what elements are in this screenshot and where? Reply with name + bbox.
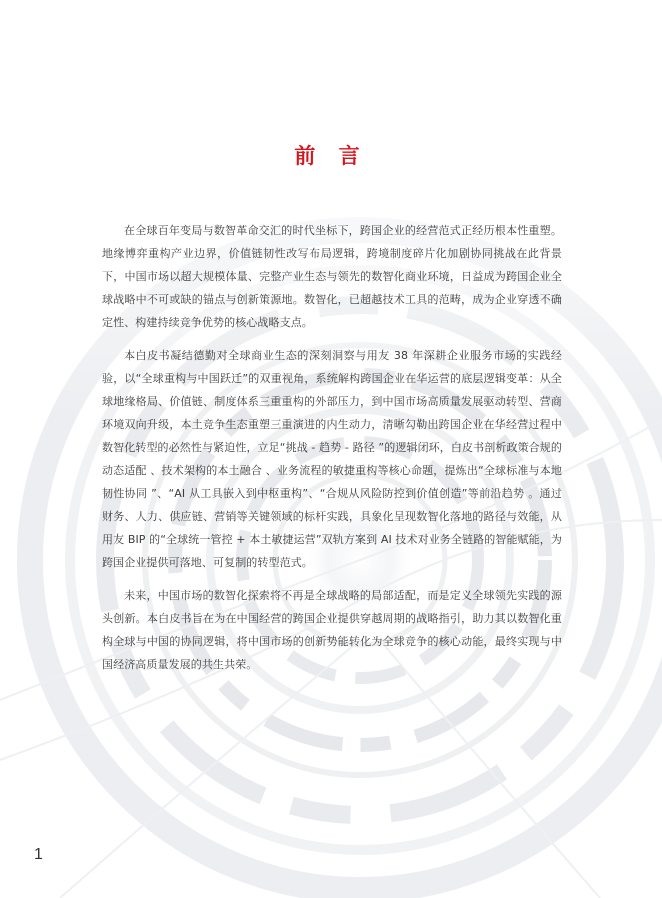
paragraph-2: 本白皮书凝结德勤对全球商业生态的深刻洞察与用友 38 年深耕企业服务市场的实践经验，以“全球重构与中国跃迁”的双重视角，系统解构跨国企业在华运营的底层逻辑变革：从全球地缘格局、价值链、制度体系三重重构的外部压力，到中国市场高质量发展驱动转型、营商环境双向升级，本土竞争生态重塑三重演进的内生动力，清晰勾勒出跨国企业在华经营过程中数智化转型的必然性与紧迫性，立足“挑战 - 趋势 - 路径 ”的逻辑闭环，白皮书剖析政策合规的动态适配 、技术架构的本土融合 、业务流程的敏捷重构等核心命题，提炼出“全球标准与本地韧性协同 ”、“AI 从工具嵌入到中枢重构”、“合规从风险防控到价值创造”等前沿趋势 。通过财务、人力、供应链、营销等关键领域的标杆实践，具象化呈现数智化落地的路径与效能，从用友 BIP 的“全球统一管控 + 本土敏捷运营”双轨方案到 AI 技术对业务全链路的智能赋能，为跨国企业提供可落地、可复制的转型范式。	[102, 349, 562, 569]
paragraph-1: 在全球百年变局与数智革命交汇的时代坐标下，跨国企业的经营范式正经历根本性重塑。地缘博弈重构产业边界，价值链韧性改写布局逻辑，跨境制度碎片化加剧协同挑战在此背景下，中国市场以超大规模体量、完整产业生态与领先的数智化商业环境，日益成为跨国企业全球战略中不可或缺的锚点与创新策源地。数智化，已超越技术工具的范畴，成为企业穿透不确定性、构建持续竞争优势的核心战略支点。	[102, 224, 562, 329]
paragraph-3: 未来，中国市场的数智化探索将不再是全球战略的局部适配，而是定义全球领先实践的源头创新。本白皮书旨在为在中国经营的跨国企业提供穿越周期的战略指引，助力其以数智化重构全球与中国的协同逻辑，将中国市场的创新势能转化为全球竞争的核心动能，最终实现与中国经济高质量发展的共生共荣。	[102, 589, 562, 671]
body-text	[102, 219, 562, 686]
page-title: 前 言	[294, 144, 368, 168]
page-number: 1	[34, 846, 43, 863]
